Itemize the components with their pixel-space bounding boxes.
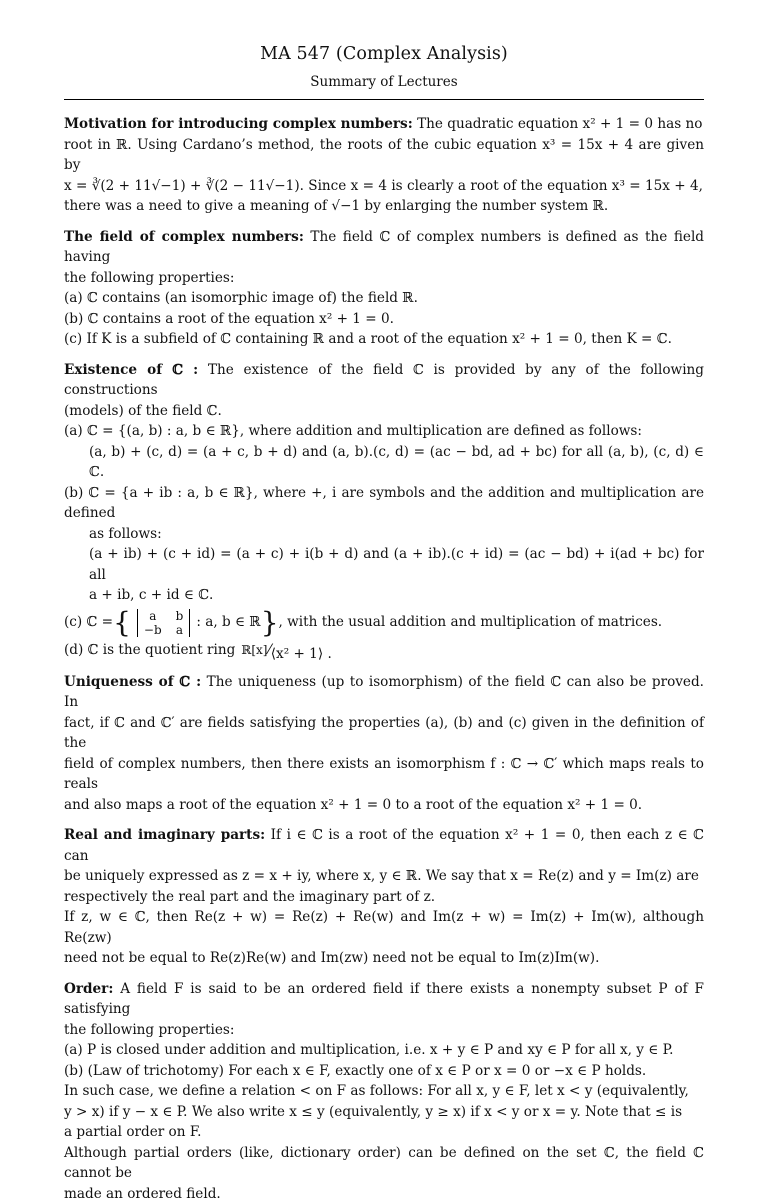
text-fragment: (c) ℂ = bbox=[64, 612, 113, 633]
text-line: If i ∈ ℂ is a root of the equation x² + 1 = 0, then each z ∈ ℂ can bbox=[64, 827, 704, 864]
text-line: A field F is said to be an ordered field if there exists a nonempty subset P of F satisfying bbox=[64, 981, 704, 1018]
list-item: (a) ℂ = {(a, b) : a, b ∈ ℝ}, where addition and multiplication are defined as follows: bbox=[64, 421, 704, 442]
section-heading: Uniqueness of ℂ : bbox=[64, 674, 201, 690]
text-line: (a, b) + (c, d) = (a + c, b + d) and (a, b).(c, d) = (ac − bd, ad + bc) for all (a, b), (c, d) ∈ ℂ. bbox=[64, 442, 704, 483]
list-item: (c) If K is a subfield of ℂ containing ℝ and a root of the equation x² + 1 = 0, then K = ℂ. bbox=[64, 329, 704, 350]
text-fragment: , with the usual addition and multiplication of matrices. bbox=[279, 612, 663, 633]
section-heading: Existence of ℂ : bbox=[64, 362, 198, 378]
text-line: a + ib, c + id ∈ ℂ. bbox=[64, 585, 704, 606]
text-line: be uniquely expressed as z = x + iy, where x, y ∈ ℝ. We say that x = Re(z) and y = Im(z) are bbox=[64, 866, 704, 887]
list-item: (a) ℂ contains (an isomorphic image of) the field ℝ. bbox=[64, 288, 704, 309]
section-heading: Motivation for introducing complex numbers: bbox=[64, 116, 413, 132]
list-item: (b) ℂ contains a root of the equation x² + 1 = 0. bbox=[64, 309, 704, 330]
section-heading: The field of complex numbers: bbox=[64, 229, 304, 245]
text-line: respectively the real part and the imaginary part of z. bbox=[64, 887, 704, 908]
list-item bbox=[64, 640, 704, 662]
title-rule bbox=[64, 99, 704, 100]
text-line: root in ℝ. Using Cardano’s method, the roots of the cubic equation x³ = 15x + 4 are given by bbox=[64, 135, 704, 176]
section-real-imaginary bbox=[64, 825, 704, 969]
page-subtitle: Summary of Lectures bbox=[64, 74, 704, 90]
section-heading: Real and imaginary parts: bbox=[64, 827, 265, 843]
quotient-slash: ⁄ bbox=[268, 640, 270, 661]
text-fragment: : a, b ∈ ℝ bbox=[196, 612, 260, 633]
text-line: y > x) if y − x ∈ P. We also write x ≤ y (equivalently, y ≥ x) if x < y or x = y. Note that ≤ is bbox=[64, 1102, 704, 1123]
quotient-numerator: ℝ[x] bbox=[241, 640, 267, 661]
matrix bbox=[137, 609, 190, 637]
text-line: (a + ib) + (c + id) = (a + c) + i(b + d) and (a + ib).(c + id) = (ac − bd) + i(ad + bc) for all bbox=[64, 544, 704, 585]
text-line: fact, if ℂ and ℂ′ are fields satisfying the properties (a), (b) and (c) given in the definition of the bbox=[64, 713, 704, 754]
text-line: The uniqueness (up to isomorphism) of the field ℂ can also be proved. In bbox=[64, 674, 704, 711]
section-field bbox=[64, 227, 704, 350]
text-line: The field ℂ of complex numbers is defined as the field having bbox=[64, 229, 704, 266]
matrix-cell: a bbox=[144, 609, 162, 623]
text-line: The existence of the field ℂ is provided by any of the following constructions bbox=[64, 362, 704, 399]
list-item: (b) ℂ = {a + ib : a, b ∈ ℝ}, where +, i are symbols and the addition and multiplication are defined bbox=[64, 483, 704, 524]
text-line: Although partial orders (like, dictionary order) can be defined on the set ℂ, the field ℂ cannot be bbox=[64, 1143, 704, 1184]
matrix-cell: −b bbox=[144, 623, 162, 637]
brace-close: } bbox=[261, 609, 279, 637]
text-line: the following properties: bbox=[64, 1020, 704, 1041]
matrix-cell: b bbox=[176, 609, 184, 623]
text-line: If z, w ∈ ℂ, then Re(z + w) = Re(z) + Re(w) and Im(z + w) = Im(z) + Im(w), although Re(zw) bbox=[64, 907, 704, 948]
text-line: In such case, we define a relation < on F as follows: For all x, y ∈ F, let x < y (equivalently, bbox=[64, 1081, 704, 1102]
list-item bbox=[64, 606, 704, 640]
text-fragment: (d) ℂ is the quotient ring bbox=[64, 640, 235, 661]
quotient-denominator: ⟨x² + 1⟩ . bbox=[271, 644, 332, 665]
text-line: there was a need to give a meaning of √−1 by enlarging the number system ℝ. bbox=[64, 196, 704, 217]
section-existence bbox=[64, 360, 704, 662]
quotient-ring bbox=[241, 640, 331, 661]
text-line: a partial order on F. bbox=[64, 1122, 704, 1143]
page-title: MA 547 (Complex Analysis) bbox=[64, 44, 704, 64]
text-line: need not be equal to Re(z)Re(w) and Im(zw) need not be equal to Im(z)Im(w). bbox=[64, 948, 704, 969]
section-uniqueness bbox=[64, 672, 704, 816]
text-line: x = ∛(2 + 11√−1) + ∛(2 − 11√−1). Since x = 4 is clearly a root of the equation x³ = 15x + 4, bbox=[64, 176, 704, 197]
text-line: The quadratic equation x² + 1 = 0 has no bbox=[417, 116, 702, 132]
list-item: (b) (Law of trichotomy) For each x ∈ F, exactly one of x ∈ P or x = 0 or −x ∈ P holds. bbox=[64, 1061, 704, 1082]
text-line: the following properties: bbox=[64, 268, 704, 289]
matrix-cell: a bbox=[176, 623, 184, 637]
section-motivation bbox=[64, 114, 704, 217]
text-line: (models) of the field ℂ. bbox=[64, 401, 704, 422]
text-line: field of complex numbers, then there exists an isomorphism f : ℂ → ℂ′ which maps reals to reals bbox=[64, 754, 704, 795]
section-heading: Order: bbox=[64, 981, 113, 997]
text-line: as follows: bbox=[64, 524, 704, 545]
document-page bbox=[64, 0, 704, 1204]
text-line: made an ordered field. bbox=[64, 1184, 704, 1204]
text-line: and also maps a root of the equation x² + 1 = 0 to a root of the equation x² + 1 = 0. bbox=[64, 795, 704, 816]
brace-open: { bbox=[113, 609, 131, 637]
section-order bbox=[64, 979, 704, 1204]
list-item: (a) P is closed under addition and multiplication, i.e. x + y ∈ P and xy ∈ P for all x, y ∈ P. bbox=[64, 1040, 704, 1061]
